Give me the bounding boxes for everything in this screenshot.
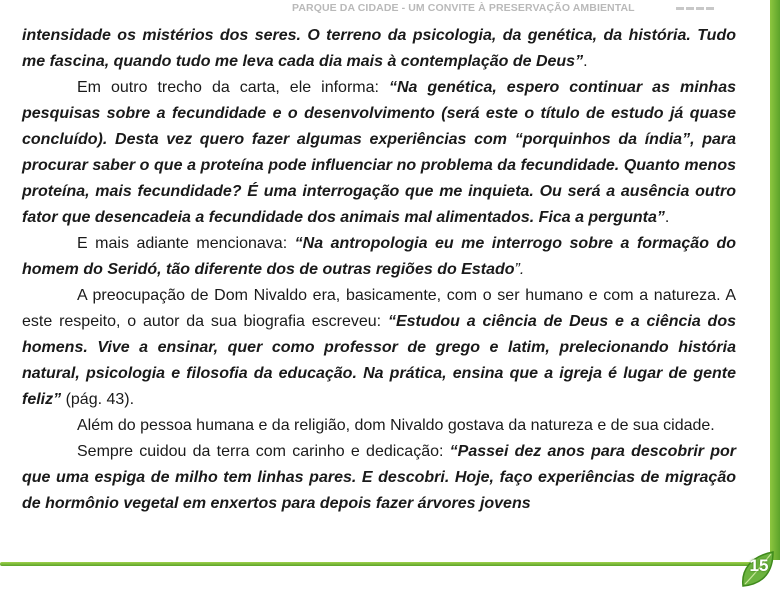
page-number: 15 [749,556,769,575]
paragraph-2: Em outro trecho da carta, ele informa: “Na genética, espero continuar as minhas pesquisas sobre a fecundidade e o desenvolvimento (será este o título de estudo já quase concluído). Desta vez quero fazer algumas experiências com “porquinhos da índia”, para procurar saber o que a proteína pode influenciar no problema da fecundidade. Quanto menos proteína, mais fecundidade? É uma interrogação que me inquieta. Ou será a ausência outro fator que desencadeia a fecundidade dos animais mal alimentados. Fica a pergunta”. [22,79,736,226]
bottom-rule [0,562,760,566]
paragraph-3: E mais adiante mencionava: “Na antropologia eu me interrogo sobre a formação do homem do Seridó, tão diferente dos de outras regiões do Estado”. [22,235,737,278]
paragraph-4: A preocupação de Dom Nivaldo era, basicamente, com o ser humano e com a natureza. A este respeito, o autor da sua biografia escreveu: “Estudou a ciência de Deus e a ciência dos homens. Vive a ensinar, quer como professor de grego e latim, prelecionando história natural, psicologia e filosofia da educação. Na prática, ensina que a igreja é lugar de gente feliz” (pág. 43). [22,287,736,408]
paragraph-5: Além do pessoa humana e da religião, dom Nivaldo gostava da natureza e de sua cidade. [77,417,715,434]
paragraph-1: intensidade os mistérios dos seres. O terreno da psicologia, da genética, da história. Tudo me fascina, quando tudo me leva cada dia mais à contemplação de Deus”. [22,27,736,70]
header-dash-ornament [676,7,716,10]
paragraph-6: Sempre cuidou da terra com carinho e dedicação: “Passei dez anos para descobrir por que uma espiga de milho tem linhas pares. E descobri. Hoje, faço experiências de migração de hormônio vegetal em enxertos para depois fazer árvores jovens [22,443,737,512]
running-header: PARQUE DA CIDADE - UM CONVITE À PRESERVAÇÃO AMBIENTAL [292,2,635,14]
article-body [22,23,736,517]
right-margin-bar [770,0,780,560]
